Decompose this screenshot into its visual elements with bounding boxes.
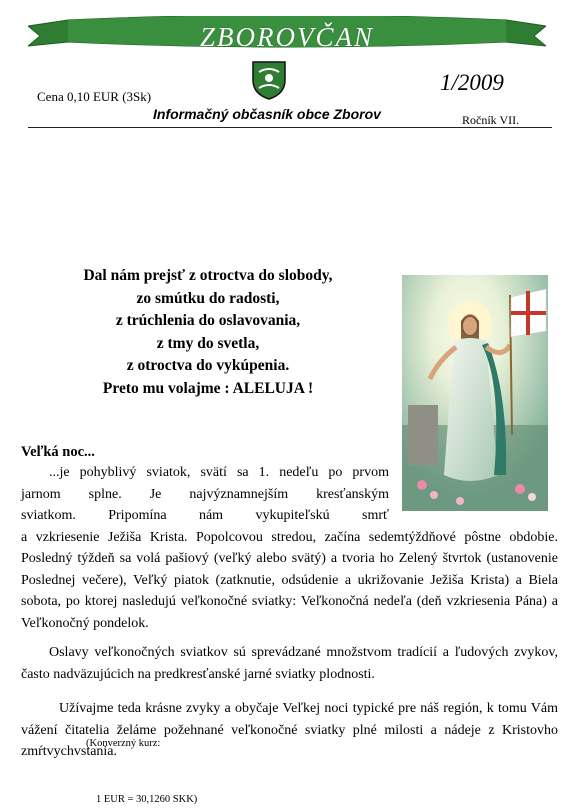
article-paragraph-1-wrapped bbox=[21, 462, 389, 527]
article-line: sviatkom. Pripomína nám vykupiteľskú smrť bbox=[21, 508, 389, 523]
quote-line: z tmy do svetla, bbox=[156, 334, 260, 352]
quote-line: z trúchlenia do oslavovania, bbox=[115, 312, 301, 330]
quote-line: zo smútku do radosti, bbox=[136, 289, 280, 307]
issue-number: 1/2009 bbox=[440, 70, 504, 95]
masthead-title: ZBOROVČAN bbox=[199, 22, 374, 52]
quote-line: Dal nám prejsť z otroctva do slobody, bbox=[83, 267, 333, 284]
masthead-banner bbox=[28, 16, 546, 56]
easter-quote bbox=[28, 265, 388, 401]
article-paragraph-3: Užívajme teda krásne zvyky a obyčaje Veľkej noci typické pre náš región, k tomu Vám vážení čitatelia želáme požehnané veľkonočné sviatky plné milosti a nádeje z Kristovho zmŕtvychvstania. bbox=[21, 701, 558, 759]
article-line: ...je pohyblivý sviatok, svätí sa 1. nedeľu po prvom bbox=[49, 465, 389, 480]
village-crest-icon bbox=[251, 60, 287, 100]
quote-line: z otroctva do vykúpenia. bbox=[126, 357, 290, 375]
conversion-label: (Konverzný kurz: bbox=[86, 738, 161, 749]
header-divider bbox=[28, 127, 552, 128]
newsletter-subtitle: Informačný občasník obce Zborov bbox=[153, 106, 381, 122]
article-paragraph-2: Oslavy veľkonočných sviatkov sú sprevádzané množstvom tradícií a ľudových zvykov, často nadväzujúcich na predkresťanské jarné sviatky plodnosti. bbox=[21, 645, 558, 682]
quote-line: Preto mu volajme : ALELUJA ! bbox=[102, 379, 314, 397]
article-easter bbox=[21, 442, 558, 634]
article-paragraph-1-rest: a vzkriesenie Ježiša Krista. Popolcovou stredou, začína sedemtýždňové pôstne obdobie. Posledný týždeň sa volá pašiový (veľký alebo svätý) a tvoria ho Zelený štvrtok (ustanovenie Poslednej večere), Veľký piatok (zatknutie, odsúdenie a ukrižovanie Ježiša Krista) a Biela sobota, po ktorej nasledujú veľkonočné sviatky: Veľkonočná nedeľa (deň vzkriesenia Pána) a Veľkonočný pondelok. bbox=[21, 529, 558, 631]
volume-label: Ročník VII. bbox=[462, 113, 520, 127]
price-line: Cena 0,10 EUR (3Sk) bbox=[37, 89, 152, 104]
article-heading: Veľká noc... bbox=[21, 444, 95, 460]
conversion-rate: 1 EUR = 30,1260 SKK) bbox=[96, 794, 198, 805]
article-line: jarnom splne. Je najvýznamnejším kresťanským bbox=[21, 486, 389, 502]
